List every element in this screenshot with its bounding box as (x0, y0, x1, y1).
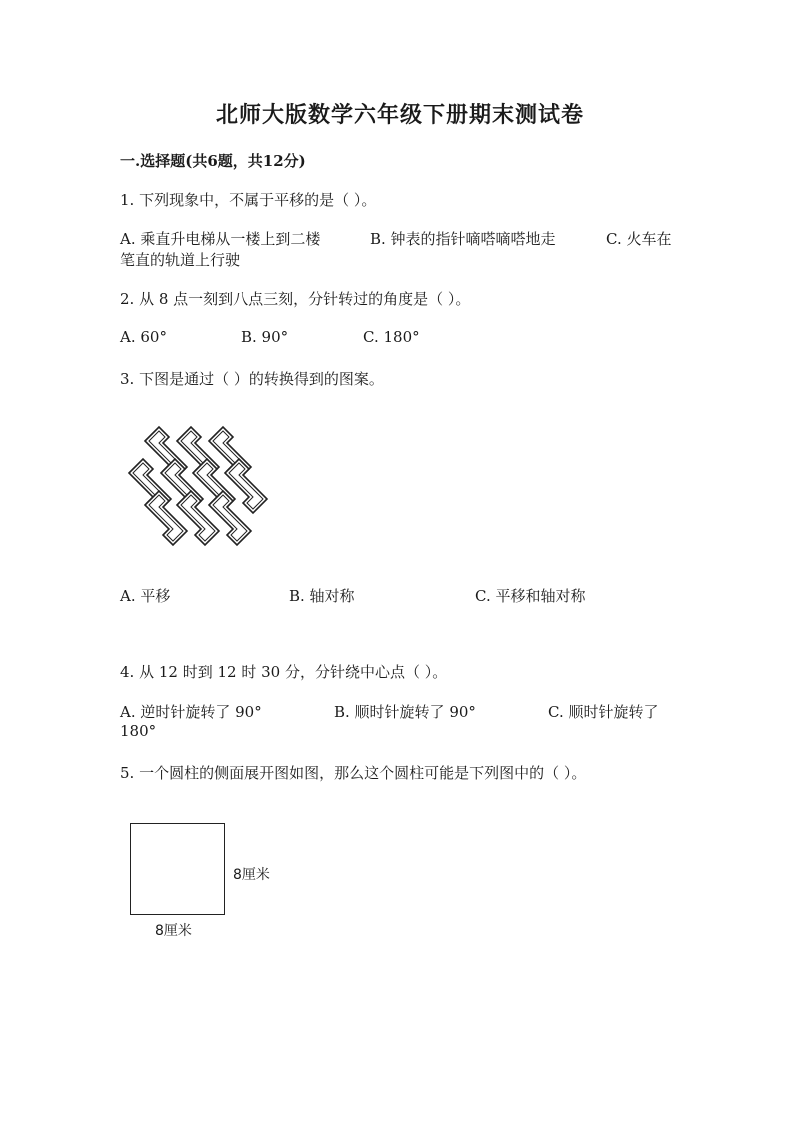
question-3-option-a: A. 平移 (120, 587, 171, 605)
question-5-stem: 5. 一个圆柱的侧面展开图如图，那么这个圆柱可能是下列图中的（ ）。 (120, 764, 587, 782)
question-2-option-b: B. 90° (241, 328, 289, 346)
question-4-stem: 4. 从 12 时到 12 时 30 分，分针绕中心点（ ）。 (120, 663, 448, 681)
question-4-option-c: C. 顺时针旋转了 (548, 703, 659, 721)
question-3-stem: 3. 下图是通过（ ）的转换得到的图案。 (120, 370, 384, 388)
question-3-option-b: B. 轴对称 (289, 587, 355, 605)
question-2-stem: 2. 从 8 点一刻到八点三刻，分针转过的角度是（ ）。 (120, 290, 471, 308)
square-bottom-label: 8厘米 (155, 923, 192, 939)
question-2-option-c: C. 180° (363, 328, 420, 346)
question-4-option-b: B. 顺时针旋转了 90° (334, 703, 476, 721)
tessellation-pattern-figure (115, 415, 275, 550)
question-1-option-c-continued: 笔直的轨道上行驶 (120, 251, 241, 269)
question-4-option-c-continued: 180° (120, 722, 157, 740)
page-title: 北师大版数学六年级下册期末测试卷 (215, 102, 584, 128)
section-heading: 一.选择题(共6题，共12分) (120, 152, 306, 170)
square-net-figure (130, 823, 225, 915)
question-1-option-c: C. 火车在 (606, 230, 672, 248)
question-1-option-a: A. 乘直升电梯从一楼上到二楼 (120, 230, 321, 248)
square-side-label: 8厘米 (233, 867, 270, 883)
question-4-option-a: A. 逆时针旋转了 90° (120, 703, 262, 721)
question-1-option-b: B. 钟表的指针嘀嗒嘀嗒地走 (370, 230, 556, 248)
question-3-option-c: C. 平移和轴对称 (475, 587, 586, 605)
question-2-option-a: A. 60° (120, 328, 167, 346)
pattern-tiles (129, 427, 267, 545)
question-1-stem: 1. 下列现象中，不属于平移的是（ ）。 (120, 191, 377, 209)
